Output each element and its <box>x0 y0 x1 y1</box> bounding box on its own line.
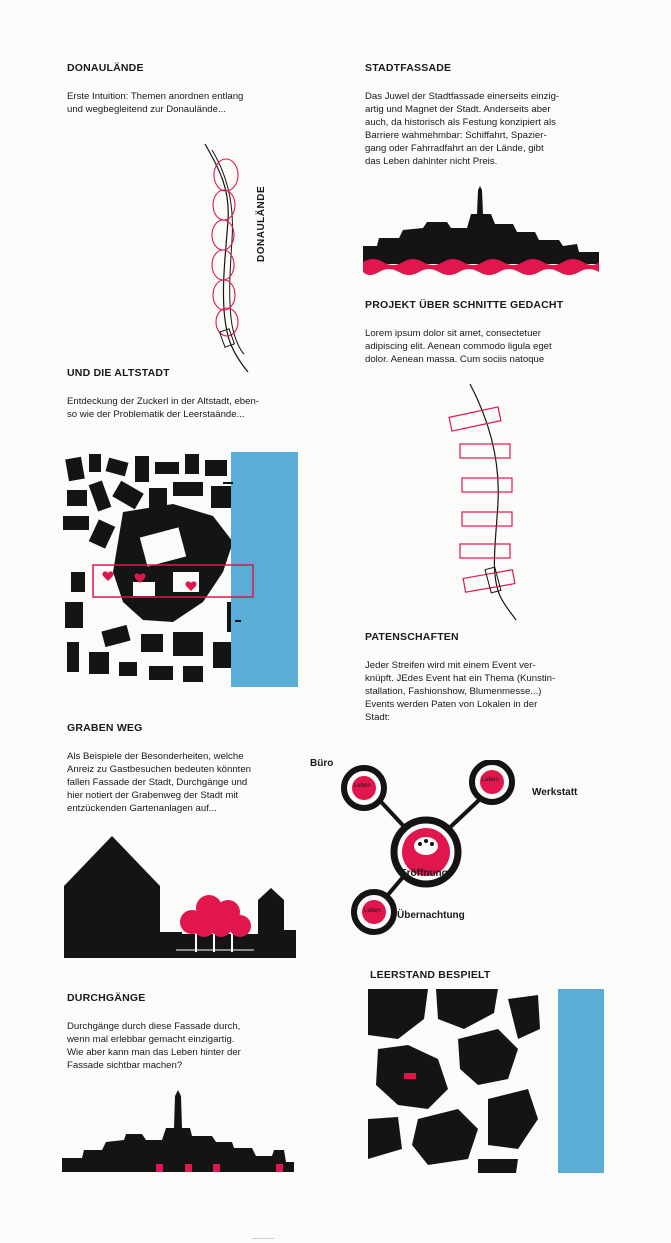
node-label-werkstatt: Werkstatt <box>532 787 578 798</box>
node-label-eroeffnung: Eröffnung <box>400 868 448 879</box>
durchgaenge-skyline <box>62 1090 294 1172</box>
grabenweg-illustration <box>64 830 296 960</box>
section-altstadt <box>67 367 327 421</box>
section-title: STADTFASSADE <box>365 62 452 74</box>
section-stadtfassade <box>365 62 635 168</box>
section-grabenweg <box>67 722 327 815</box>
section-text: Lorem ipsum dolor sit amet, consectetuer adipiscing elit. Aenean commodo ligula eget dolor. Aenean massa. Cum sociis natoque <box>365 328 552 365</box>
stadtfassade-skyline <box>363 186 599 276</box>
section-title: UND DIE ALTSTADT <box>67 367 170 379</box>
node-tag-werkstatt: Leben <box>482 777 499 783</box>
section-title: DURCHGÄNGE <box>67 992 146 1004</box>
node-tag-uebernachtung: Leben <box>364 908 381 914</box>
page-divider <box>252 1238 274 1239</box>
donaulaende-sketch <box>200 140 280 380</box>
section-title: PROJEKT ÜBER SCHNITTE GEDACHT <box>365 299 564 311</box>
section-projekt <box>365 299 635 366</box>
section-text: Als Beispiele der Besonderheiten, welche Anreiz zu Gastbesuchen bedeuten könnten fallen Fassade der Stadt, Durchgänge und hier notiert der Grabenweg der Stadt mit entzückenden Gartenanlagen auf... <box>67 751 252 814</box>
donaulaende-vertical-label: DONAULÄNDE <box>256 185 267 262</box>
node-label-buero: Büro <box>310 758 334 769</box>
section-title: DONAULÄNDE <box>67 62 144 74</box>
projekt-sections-sketch <box>440 382 540 622</box>
section-title: LEERSTAND BESPIELT <box>370 969 491 981</box>
section-text: Jeder Streifen wird mit einem Event ver- knüpft. JEdes Event hat ein Thema (Kunstin- stallation, Fashionshow, Blumenmesse...) Events werden Paten von Lokalen in der Stadt: <box>365 660 556 723</box>
section-text: Entdeckung der Zuckerl in der Altstadt, eben- so wie der Problematik der Leerstaände... <box>67 396 259 420</box>
section-title: GRABEN WEG <box>67 722 143 734</box>
section-text: Erste Intuition: Themen anordnen entlang und wegbegleitend zur Donaulände... <box>67 91 244 115</box>
section-donaulaende <box>67 62 327 116</box>
section-durchgaenge <box>67 992 327 1072</box>
section-text: Durchgänge durch diese Fassade durch, wenn mal erlebbar gemacht einzigartig. Wie aber kann man das Leben hinter der Fassade sichtbar machen? <box>67 1021 241 1071</box>
altstadt-map <box>63 452 298 687</box>
leerstand-map <box>368 989 604 1173</box>
node-tag-buero: Leben <box>354 783 371 789</box>
node-label-uebernachtung: Übernachtung <box>397 910 465 921</box>
section-patenschaften <box>365 631 635 724</box>
section-text: Das Juwel der Stadtfassade einerseits einzig- artig und Magnet der Stadt. Anderseits aber auch, da historisch als Festung konzipiert als Barriere wahmehmbar: Schiffahrt, Spazier- gang oder Fahrradfahrt an der Lände, gibt das Leben dahinter nicht Preis. <box>365 91 560 167</box>
section-title: PATENSCHAFTEN <box>365 631 459 643</box>
